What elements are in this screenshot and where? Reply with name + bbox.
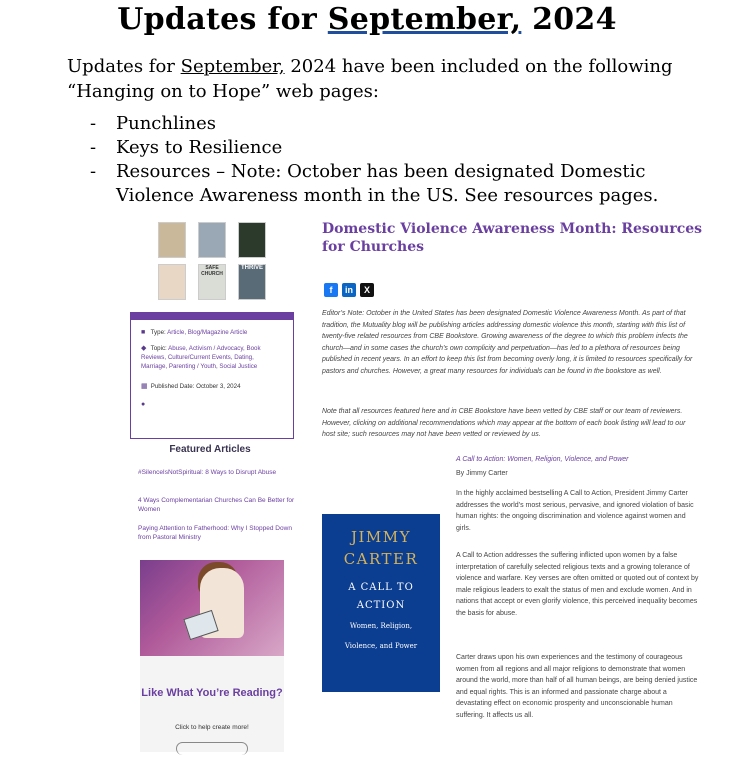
featured-article-link[interactable]: #SilenceIsNotSpiritual: 8 Ways to Disrupt Abuse bbox=[138, 469, 277, 476]
featured-article-link[interactable]: 4 Ways Complementarian Churches Can Be Better for Women bbox=[138, 497, 295, 513]
book-author: By Jimmy Carter bbox=[456, 470, 508, 477]
book-cover[interactable] bbox=[198, 222, 226, 258]
article-meta-box bbox=[130, 312, 294, 439]
cta-subtext: Click to help create more! bbox=[175, 724, 249, 731]
list-item: - Resources – Note: October has been designated Domestic Violence Awareness month in the US. See resources pages. bbox=[90, 161, 659, 206]
book-cover[interactable]: SAFE CHURCH bbox=[198, 264, 226, 300]
book-description: Carter draws upon his own experiences and the testimony of courageous women from all regions and all major religions to demonstrate that women around the world, more than half of all human beings, are being denied justice and equal rights. This is an informed and passionate charge about a devastating effect on economic prosperity and unconscionable human suffering. It affects us all. bbox=[456, 654, 698, 719]
embedded-webpage-screenshot bbox=[100, 212, 720, 752]
cta-button[interactable] bbox=[176, 742, 248, 755]
donate-cta bbox=[140, 656, 284, 752]
book-description: In the highly acclaimed bestselling A Call to Action, President Jimmy Carter addresses the world’s most serious, pervasive, and ignored violation of basic human rights: the ongoing discrimination and violence against women and girls. bbox=[456, 490, 694, 532]
editors-note: Editor’s Note: October in the United States has been designated Domestic Violence Awareness Month. As part of that tradition, the Mutuality blog will be publishing articles addressing domestic violence this month, starting with this list of twenty-five related resources from CBE Bookstore. Growing awareness of the degree to which this problem infects the church—and in some cases the church’s own complicity and perpetuation—has led to a plethora of resources being published in recent years. In an effort to keep this list from becoming overly long, it is limited to resources specifically for pastors and churches. However, a great many resources for individuals can be found in the bookstore as well. bbox=[322, 310, 693, 375]
facebook-icon[interactable]: f bbox=[324, 283, 338, 297]
tag-icon: ◆ bbox=[141, 345, 147, 352]
user-icon: ● bbox=[141, 401, 146, 408]
meta-topic: ◆ Topic: Abuse, Activism / Advocacy, Book Reviews, Culture/Current Events, Dating, Marriage, Parenting / Youth, Social Justice bbox=[141, 345, 261, 370]
share-icons bbox=[324, 278, 378, 297]
article-column bbox=[322, 212, 720, 752]
sidebar bbox=[100, 212, 300, 752]
meta-author bbox=[141, 400, 291, 409]
book-cover[interactable] bbox=[238, 222, 266, 258]
meta-type: ■ Type: Article, Blog/Magazine Article bbox=[141, 329, 248, 336]
list-item: - Punchlines bbox=[90, 113, 216, 134]
featured-article-link[interactable]: Paying Attention to Fatherhood: Why I Stopped Down from Pastoral Ministry bbox=[138, 525, 292, 541]
reading-woman-photo bbox=[140, 560, 284, 656]
page-title: Updates for September, 2024 bbox=[117, 2, 617, 37]
book-cover-a-call-to-action[interactable]: JIMMY CARTER A CALL TO ACTION Women, Religion, Violence, and Power bbox=[322, 514, 440, 692]
intro-paragraph: Updates for September, 2024 have been included on the following “Hanging on to Hope” web pages: bbox=[67, 56, 673, 102]
folder-icon: ■ bbox=[141, 329, 146, 336]
article-title: Domestic Violence Awareness Month: Resources for Churches bbox=[322, 221, 703, 255]
featured-articles-heading: Featured Articles bbox=[169, 444, 251, 455]
list-item: - Keys to Resilience bbox=[90, 137, 283, 158]
book-cover[interactable] bbox=[158, 222, 186, 258]
vetting-note: Note that all resources featured here and in CBE Bookstore have been vetted by CBE staff or our team of reviewers. However, clicking on additional recommendations which may appear at the bottom of each book listing will lead to our host site; such resources may not have been vetted or reviewed by us. bbox=[322, 408, 686, 438]
x-icon[interactable]: X bbox=[360, 283, 374, 297]
cta-heading: Like What You’re Reading? bbox=[141, 687, 283, 699]
meta-published: ▦ Published Date: October 3, 2024 bbox=[141, 383, 241, 390]
updated-pages-list bbox=[90, 112, 710, 208]
linkedin-icon[interactable]: in bbox=[342, 283, 356, 297]
book-title-link[interactable]: A Call to Action: Women, Religion, Violence, and Power bbox=[456, 456, 629, 463]
book-description: A Call to Action addresses the suffering inflicted upon women by a false interpretation of carefully selected religious texts and a growing tolerance of violence and warfare. Key verses are often omitted or quoted out of context by male religious leaders to exalt the status of men and exclude women. And in nations that accept or even glorify violence, this perceived inequality becomes the basis for abuse. bbox=[456, 552, 699, 617]
book-cover[interactable]: THRIVE bbox=[238, 264, 266, 300]
book-cover[interactable] bbox=[158, 264, 186, 300]
calendar-icon: ▦ bbox=[141, 383, 148, 390]
